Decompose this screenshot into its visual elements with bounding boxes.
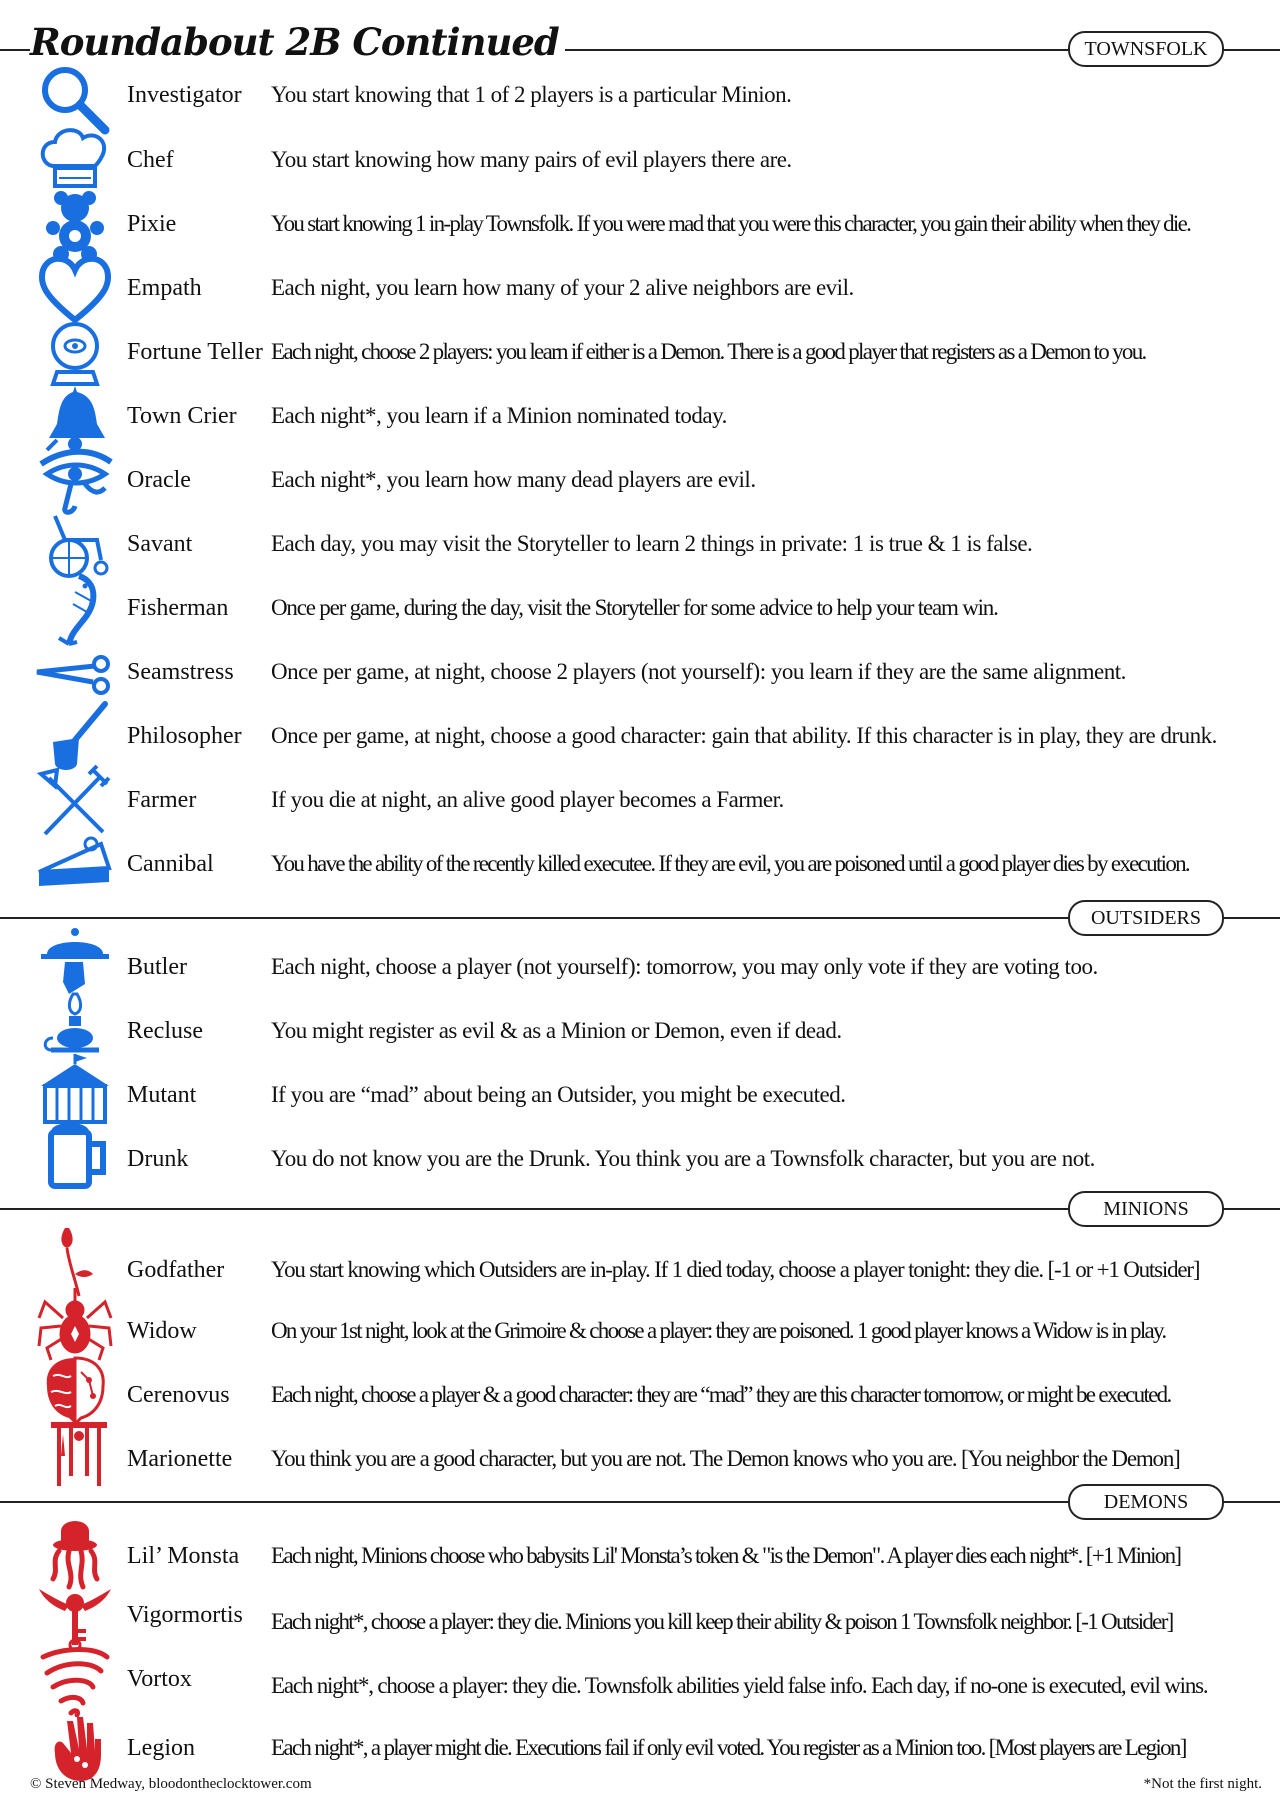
character-row-savant (0, 514, 1280, 574)
character-name: Mutant (127, 1082, 197, 1108)
townsfolk-tag: TOWNSFOLK (1068, 31, 1224, 67)
character-name: Widow (127, 1318, 197, 1344)
character-row-chef (0, 130, 1280, 190)
page-title: Roundabout 2B Continued (30, 20, 565, 64)
character-row-drunk (0, 1122, 1280, 1182)
heart-icon (34, 252, 116, 326)
rose-icon (34, 1224, 116, 1298)
scissors-icon (34, 636, 116, 710)
character-name: Town Crier (127, 403, 237, 429)
character-row-town-crier (0, 386, 1280, 446)
pitchfork-icon (34, 764, 116, 838)
character-ability: Each night, Minions choose who babysits Lil' Monsta’s token & "is the Demon". A player dies each night*. [+1 Minion] (271, 1543, 1181, 1568)
crystal-ball-icon (34, 316, 116, 390)
character-ability: Each night, choose a player & a good character: they are “mad” they are this character tomorrow, or might be executed. (271, 1382, 1171, 1407)
character-ability: Once per game, at night, choose 2 players (not yourself): you learn if they are the same alignment. (271, 659, 1126, 684)
character-row-vortox (0, 1649, 1280, 1709)
character-ability: Each night*, choose a player: they die. Townsfolk abilities yield false info. Each day, if no-one is executed, evil wins. (271, 1673, 1208, 1698)
character-ability: You do not know you are the Drunk. You think you are a Townsfolk character, but you are not. (271, 1146, 1095, 1171)
character-row-cerenovus (0, 1358, 1280, 1418)
character-ability: On your 1st night, look at the Grimoire & choose a player: they are poisoned. 1 good player knows a Widow is in play. (271, 1318, 1166, 1343)
character-name: Legion (127, 1735, 195, 1761)
character-ability: If you die at night, an alive good player becomes a Farmer. (271, 787, 784, 812)
character-name: Pixie (127, 211, 177, 237)
character-name: Chef (127, 147, 174, 173)
character-name: Investigator (127, 82, 242, 108)
character-name: Savant (127, 531, 193, 557)
character-row-investigator (0, 66, 1280, 126)
character-row-widow (0, 1294, 1280, 1354)
spider-icon (34, 1288, 116, 1362)
character-name: Fortune Teller (127, 339, 263, 365)
character-name: Cannibal (127, 851, 214, 877)
minions-tag: MINIONS (1068, 1191, 1224, 1227)
character-name: Seamstress (127, 659, 234, 685)
oil-lamp-icon (34, 988, 116, 1062)
vortex-icon (34, 1643, 116, 1717)
character-ability: Once per game, during the day, visit the Storyteller for some advice to help your team win. (271, 595, 998, 620)
character-ability: Each night, you learn how many of your 2 alive neighbors are evil. (271, 275, 854, 300)
character-row-godfather (0, 1228, 1280, 1288)
character-name: Farmer (127, 787, 197, 813)
serving-tray-icon (34, 924, 116, 998)
character-ability: You start knowing 1 in-play Townsfolk. If you were mad that you were this character, you gain their ability when they die. (271, 211, 1191, 236)
character-name: Butler (127, 954, 187, 980)
character-name: Cerenovus (127, 1382, 230, 1408)
character-ability: You start knowing how many pairs of evil players there are. (271, 147, 792, 172)
wheelchair-icon (34, 508, 116, 582)
character-name: Godfather (127, 1257, 225, 1283)
character-row-seamstress (0, 642, 1280, 702)
character-row-empath (0, 258, 1280, 318)
character-name: Marionette (127, 1446, 233, 1472)
brain-icon (34, 1352, 116, 1426)
demons-tag: DEMONS (1068, 1484, 1224, 1520)
character-row-fortune-teller (0, 322, 1280, 382)
character-ability: You might register as evil & as a Minion or Demon, even if dead. (271, 1018, 842, 1043)
pipe-icon (34, 700, 116, 774)
character-row-oracle (0, 450, 1280, 510)
character-ability: Each night*, you learn if a Minion nominated today. (271, 403, 727, 428)
character-ability: You start knowing that 1 of 2 players is a particular Minion. (271, 82, 792, 107)
character-ability: You start knowing which Outsiders are in-play. If 1 died today, choose a player tonight: they die. [-1 or +1 Outsider] (271, 1257, 1200, 1282)
character-ability: Once per game, at night, choose a good character: gain that ability. If this character is in play, they are drunk. (271, 723, 1217, 748)
outsiders-tag: OUTSIDERS (1068, 900, 1224, 936)
character-row-farmer (0, 770, 1280, 830)
eye-of-horus-icon (34, 444, 116, 518)
character-ability: You have the ability of the recently killed executee. If they are evil, you are poisoned until a good player dies by execution. (271, 851, 1189, 876)
character-name: Philosopher (127, 723, 242, 749)
character-name: Vortox (127, 1666, 192, 1692)
character-name: Recluse (127, 1018, 203, 1044)
character-ability: Each night*, a player might die. Executions fail if only evil voted. You register as a Minion too. [Most players are Legion] (271, 1735, 1186, 1760)
character-row-pixie (0, 194, 1280, 254)
character-row-marionette (0, 1422, 1280, 1482)
teddy-bear-icon (34, 188, 116, 262)
character-ability: Each night*, choose a player: they die. Minions you kill keep their ability & poison 1 Townsfolk neighbor. [-1 Outsider] (271, 1609, 1173, 1634)
pie-icon (34, 828, 116, 902)
copyright-footer: © Steven Medway, bloodontheclocktower.com (30, 1776, 312, 1792)
beer-mug-icon (34, 1116, 116, 1190)
character-row-cannibal (0, 834, 1280, 894)
character-row-lil-monsta (0, 1521, 1280, 1581)
character-ability: Each night, choose a player (not yourself): tomorrow, you may only vote if they are voting too. (271, 954, 1098, 979)
character-row-vigormortis (0, 1585, 1280, 1645)
puppet-strings-icon (34, 1416, 116, 1490)
handprint-icon (34, 1709, 116, 1783)
character-ability: If you are “mad” about being an Outsider, you might be executed. (271, 1082, 846, 1107)
character-ability: You think you are a good character, but you are not. The Demon knows who you are. [You neighbor the Demon] (271, 1446, 1180, 1471)
winged-skull-key-icon (34, 1579, 116, 1653)
character-row-philosopher (0, 706, 1280, 766)
character-ability: Each night, choose 2 players: you learn if either is a Demon. There is a good player that registers as a Demon to you. (271, 339, 1146, 364)
circus-tent-icon (34, 1052, 116, 1126)
chef-hat-icon (34, 124, 116, 198)
character-name: Lil’ Monsta (127, 1543, 240, 1569)
character-name: Drunk (127, 1146, 189, 1172)
footnote: *Not the first night. (1143, 1776, 1262, 1792)
character-row-legion (0, 1713, 1280, 1773)
character-row-fisherman (0, 578, 1280, 638)
character-name: Empath (127, 275, 202, 301)
character-ability: Each night*, you learn how many dead players are evil. (271, 467, 756, 492)
character-name: Fisherman (127, 595, 229, 621)
character-row-butler (0, 930, 1280, 990)
character-name: Oracle (127, 467, 191, 493)
fish-icon (34, 572, 116, 646)
character-ability: Each day, you may visit the Storyteller to learn 2 things in private: 1 is true & 1 is false. (271, 531, 1033, 556)
character-row-mutant (0, 1058, 1280, 1118)
character-name: Vigormortis (127, 1602, 243, 1628)
character-row-recluse (0, 994, 1280, 1054)
bell-icon (34, 380, 116, 454)
